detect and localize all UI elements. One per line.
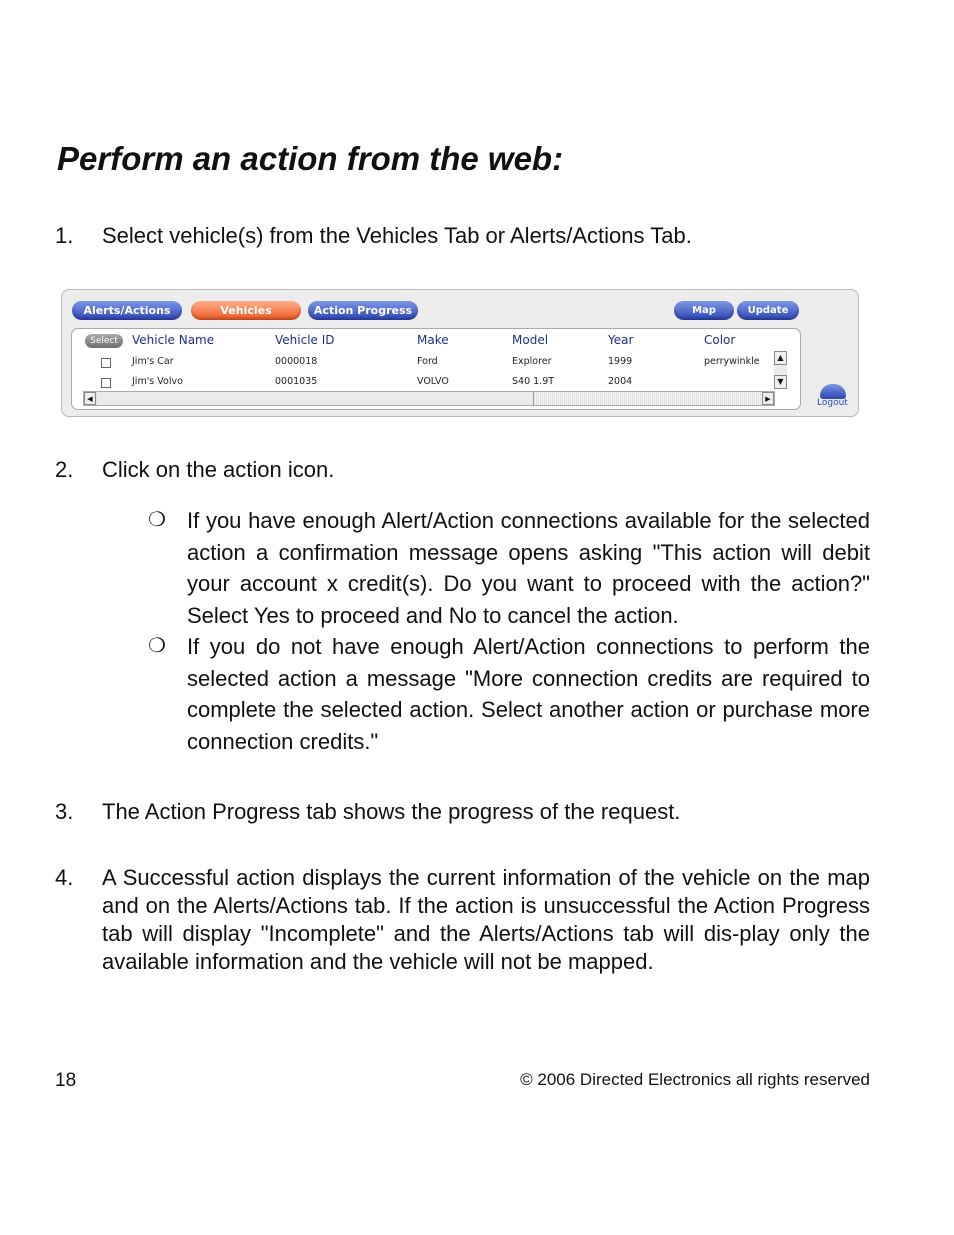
page-title: Perform an action from the web: [57, 140, 564, 177]
step-number: 4. [55, 865, 74, 890]
map-button[interactable]: Map [674, 301, 734, 320]
horizontal-scrollbar[interactable] [83, 391, 775, 406]
scroll-right-icon[interactable]: ▶ [762, 392, 774, 405]
cell-vehicle-id: 0000018 [275, 356, 318, 367]
vehicle-table [71, 328, 801, 410]
bullet-icon: ❍ [148, 509, 166, 531]
column-header-vehicle-id[interactable]: Vehicle ID [275, 333, 335, 347]
row-checkbox[interactable] [101, 378, 111, 388]
column-header-model[interactable]: Model [512, 333, 549, 347]
vertical-scrollbar[interactable] [774, 351, 787, 389]
column-header-vehicle-name[interactable]: Vehicle Name [132, 333, 215, 347]
column-header-year[interactable]: Year [608, 333, 634, 347]
step-text: Select vehicle(s) from the Vehicles Tab or Alerts/Actions Tab. [102, 223, 692, 248]
scroll-down-icon[interactable]: ▼ [774, 375, 787, 389]
bullet-text: If you do not have enough Alert/Action connections to perform the selected action a message "More connection credits are required to complete the selected action. Select another action or purchase more connection credits." [187, 634, 870, 754]
app-screenshot [61, 289, 859, 417]
cell-model: S40 1.9T [512, 376, 555, 387]
select-button[interactable]: Select [85, 334, 123, 348]
cell-vehicle-id: 0001035 [275, 376, 318, 387]
cell-make: VOLVO [417, 376, 449, 387]
bullet-icon: ❍ [148, 635, 166, 657]
tab-alerts-actions[interactable]: Alerts/Actions [72, 301, 182, 320]
step-text: The Action Progress tab shows the progress of the request. [102, 799, 681, 824]
cell-vehicle-name: Jim's Car [132, 356, 174, 367]
scroll-left-icon[interactable]: ◀ [84, 392, 96, 405]
row-checkbox[interactable] [101, 358, 111, 368]
step-text: A Successful action displays the current information of the vehicle on the map and on the Alerts/Actions tab. If the action is unsuccessful the Action Progress tab will display "Incomplete" and the Alerts/Actions tab will dis-play only the available information and the vehicle will not be mapped. [102, 865, 870, 974]
scrollbar-thumb[interactable] [97, 392, 534, 405]
cell-color: perrywinkle [704, 356, 760, 367]
step-number: 1. [55, 223, 74, 248]
column-header-color[interactable]: Color [704, 333, 736, 347]
step-number: 3. [55, 799, 74, 824]
cell-model: Explorer [512, 356, 552, 367]
bullet-text: If you have enough Alert/Action connections available for the selected action a confirmation message opens asking "This action will debit your account x credit(s). Do you want to proceed with the action?" Select Yes to proceed and No to cancel the action. [187, 508, 870, 628]
tab-vehicles[interactable]: Vehicles [191, 301, 301, 320]
copyright: © 2006 Directed Electronics all rights reserved [520, 1070, 870, 1089]
step-text: Click on the action icon. [102, 457, 335, 482]
cell-year: 2004 [608, 376, 633, 387]
step-number: 2. [55, 457, 74, 482]
tab-action-progress[interactable]: Action Progress [308, 301, 418, 320]
update-button[interactable]: Update [737, 301, 799, 320]
logout-label[interactable]: Logout [817, 398, 848, 408]
page-number: 18 [55, 1070, 77, 1091]
cell-year: 1999 [608, 356, 633, 367]
logout-icon[interactable] [820, 384, 846, 399]
cell-make: Ford [417, 356, 438, 367]
column-header-make[interactable]: Make [417, 333, 449, 347]
cell-vehicle-name: Jim's Volvo [132, 376, 183, 387]
scroll-up-icon[interactable]: ▲ [774, 351, 787, 365]
